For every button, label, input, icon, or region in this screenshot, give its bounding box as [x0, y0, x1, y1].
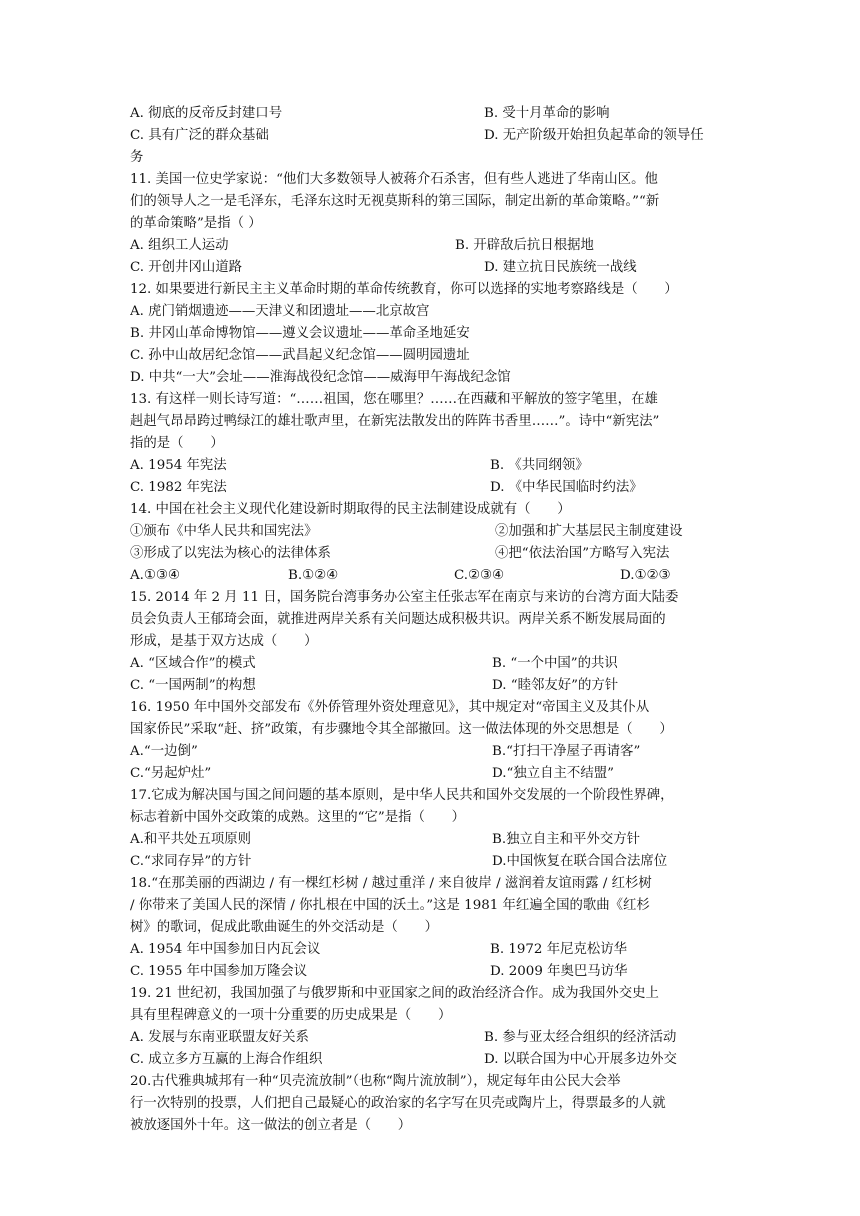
q20-stem-line-1: 20.古代雅典城邦有一种“贝壳流放制”（也称“陶片流放制”），规定每年由公民大会举	[130, 1074, 621, 1089]
q16-option-b: B.“打扫干净屋子再请客”	[492, 744, 641, 759]
q18-stem-line-2: / 你带来了美国人民的深情 / 你扎根在中国的沃土。”这是 1981 年红遍全国的歌曲《红杉	[130, 898, 650, 913]
q14-option-d: D.①②③	[620, 568, 671, 583]
q10-option-c: C. 具有广泛的群众基础	[130, 128, 269, 143]
q13-stem-line-1: 13. 有这样一则长诗写道：“……祖国，您在哪里？……在西藏和平解放的签字笔里，在雄	[130, 392, 658, 407]
q19-option-d: D. 以联合国为中心开展多边外交	[484, 1052, 677, 1067]
q18-option-b: B. 1972 年尼克松访华	[490, 942, 628, 957]
q17-option-a: A.和平共处五项原则	[130, 832, 252, 847]
q18-stem-line-1: 18.“在那美丽的西湖边 / 有一棵红杉树 / 越过重洋 / 来自彼岸 / 滋润着友谊雨露 / 红杉树	[130, 876, 652, 891]
q15-option-b: B. “一个中国”的共识	[492, 656, 618, 671]
q14-option-c: C.②③④	[454, 568, 505, 583]
q11-option-a: A. 组织工人运动	[130, 238, 229, 253]
q14-item-1: ①颁布《中华人民共和国宪法》	[130, 524, 318, 539]
q13-option-b: B. 《共同纲领》	[490, 458, 589, 473]
q13-option-d: D. 《中华民国临时约法》	[490, 480, 643, 495]
q13-option-c: C. 1982 年宪法	[130, 480, 227, 495]
q16-stem-line-2: 国家侨民”采取“赶、挤”政策，有步骤地令其全部撤回。这一做法体现的外交思想是（ ）	[130, 722, 673, 737]
q20-stem-line-2: 行一次特别的投票，人们把自己最疑心的政治家的名字写在贝壳或陶片上，得票最多的人就	[130, 1096, 666, 1111]
q15-stem-line-3: 形成，是基于双方达成（ ）	[130, 634, 318, 649]
q12-option-c: C. 孙中山故居纪念馆——武昌起义纪念馆——圆明园遗址	[130, 348, 470, 363]
q15-option-c: C. “一国两制”的构想	[130, 678, 256, 693]
q12-option-a: A. 虎门销烟遗迹——天津义和团遗址——北京故宫	[130, 304, 430, 319]
q14-stem: 14. 中国在社会主义现代化建设新时期取得的民主法制建设成就有（ ）	[130, 502, 571, 517]
q18-stem-line-3: 树》的歌词，促成此歌曲诞生的外交活动是（ ）	[130, 920, 438, 935]
q12-stem: 12. 如果要进行新民主主义革命时期的革命传统教育，你可以选择的实地考察路线是（ ）	[130, 282, 678, 297]
q12-option-b: B. 井冈山革命博物馆——遵义会议遗址——革命圣地延安	[130, 326, 470, 341]
q10-option-d-continued: 务	[130, 150, 144, 165]
q17-option-b: B.独立自主和平外交方针	[492, 832, 641, 847]
q16-option-a: A.“一边倒”	[130, 744, 198, 759]
q14-item-3: ③形成了以宪法为核心的法律体系	[130, 546, 331, 561]
q14-option-a: A.①③④	[130, 568, 180, 583]
q15-stem-line-2: 员会负责人王郁琦会面，就推进两岸关系有关问题达成积极共识。两岸关系不断发展局面的	[130, 612, 666, 627]
q15-option-d: D. “睦邻友好”的方针	[492, 678, 619, 693]
q18-option-c: C. 1955 年中国参加万隆会议	[130, 964, 308, 979]
q13-stem-line-2: 赳赳气昂昂跨过鸭绿江的雄壮歌声里，在新宪法散发出的阵阵书香里……”。诗中“新宪法”	[130, 414, 660, 429]
q10-option-b: B. 受十月革命的影响	[484, 106, 610, 121]
q11-option-b: B. 开辟敌后抗日根据地	[455, 238, 594, 253]
q14-option-b: B.①②④	[288, 568, 339, 583]
q17-option-c: C.“求同存异”的方针	[130, 854, 252, 869]
q15-option-a: A. “区域合作”的模式	[130, 656, 256, 671]
q15-stem-line-1: 15. 2014 年 2 月 11 日，国务院台湾事务办公室主任张志军在南京与来访的台湾方面大陆委	[130, 590, 679, 605]
q14-item-4: ④把“依法治国”方略写入宪法	[495, 546, 670, 561]
q17-stem-line-1: 17.它成为解决国与国之间问题的基本原则，是中华人民共和国外交发展的一个阶段性界碑，	[130, 788, 674, 803]
q16-stem-line-1: 16. 1950 年中国外交部发布《外侨管理外资处理意见》，其中规定对“帝国主义及其仆从	[130, 700, 650, 715]
q11-stem-line-3: 的革命策略”是指（ ）	[130, 216, 262, 231]
q10-option-a: A. 彻底的反帝反封建口号	[130, 106, 283, 121]
q19-stem-line-2: 具有里程碑意义的一项十分重要的历史成果是（ ）	[130, 1008, 452, 1023]
q16-option-d: D.“独立自主不结盟”	[492, 766, 614, 781]
q19-option-a: A. 发展与东南亚联盟友好关系	[130, 1030, 309, 1045]
q10-option-d: D. 无产阶级开始担负起革命的领导任	[484, 128, 704, 143]
q17-option-d: D.中国恢复在联合国合法席位	[492, 854, 668, 869]
q12-option-d: D. 中共“一大”会址——淮海战役纪念馆——威海甲午海战纪念馆	[130, 370, 511, 385]
q18-option-a: A. 1954 年中国参加日内瓦会议	[130, 942, 321, 957]
q13-stem-line-3: 指的是（ ）	[130, 436, 224, 451]
q20-stem-line-3: 被放逐国外十年。这一做法的创立者是（ ）	[130, 1118, 412, 1133]
q11-option-c: C. 开创井冈山道路	[130, 260, 243, 275]
q14-item-2: ②加强和扩大基层民主制度建设	[495, 524, 683, 539]
q11-option-d: D. 建立抗日民族统一战线	[484, 260, 637, 275]
q19-stem-line-1: 19. 21 世纪初，我国加强了与俄罗斯和中亚国家之间的政治经济合作。成为我国外交史上	[130, 986, 659, 1001]
q19-option-b: B. 参与亚太经合组织的经济活动	[484, 1030, 677, 1045]
q11-stem-line-1: 11. 美国一位史学家说：“他们大多数领导人被蒋介石杀害，但有些人逃进了华南山区。他	[130, 172, 658, 187]
q16-option-c: C.“另起炉灶”	[130, 766, 212, 781]
q19-option-c: C. 成立多方互赢的上海合作组织	[130, 1052, 323, 1067]
q11-stem-line-2: 们的领导人之一是毛泽东，毛泽东这时无视莫斯科的第三国际，制定出新的革命策略。”“新	[130, 194, 660, 209]
q18-option-d: D. 2009 年奥巴马访华	[490, 964, 628, 979]
q17-stem-line-2: 标志着新中国外交政策的成熟。这里的“它”是指（ ）	[130, 810, 466, 825]
q13-option-a: A. 1954 年宪法	[130, 458, 227, 473]
